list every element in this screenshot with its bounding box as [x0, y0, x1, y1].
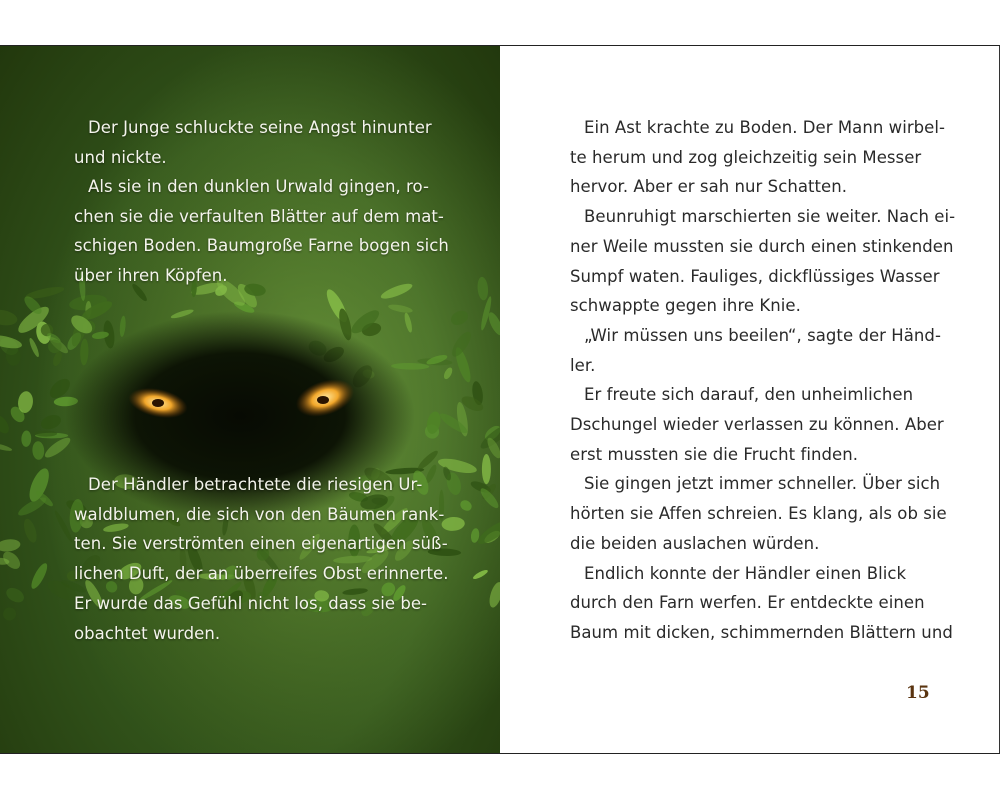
text-line: te herum und zog gleichzeitig sein Messer: [570, 147, 922, 167]
right-page-body: [570, 113, 955, 648]
left-paragraph-2: [74, 172, 449, 291]
text-line: hörten sie Affen schreien. Es klang, als ob sie: [570, 504, 947, 524]
text-line: waldblumen, die sich von den Bäumen rank-: [74, 504, 445, 524]
text-line: Sie gingen jetzt immer schneller. Über sich: [584, 474, 941, 494]
text-line: durch den Farn werfen. Er entdeckte einen: [570, 593, 925, 613]
text-line: ten. Sie verströmten einen eigenartigen süß-: [74, 534, 448, 554]
text-line: über ihren Köpfen.: [74, 266, 228, 286]
text-line: Ein Ast krachte zu Boden. Der Mann wirbel-: [584, 118, 946, 137]
book-spread: [0, 45, 1000, 754]
text-line: ler.: [570, 355, 596, 375]
text-line: lichen Duft, der an überreifes Obst erinnerte.: [74, 564, 449, 584]
text-line: ner Weile mussten sie durch einen stinkenden: [570, 236, 954, 256]
text-line: schwappte gegen ihre Knie.: [570, 296, 801, 316]
page-number: 15: [906, 683, 930, 703]
text-line: schigen Boden. Baumgroße Farne bogen sich: [74, 236, 449, 256]
left-paragraph-3: [74, 470, 449, 648]
left-paragraph-1: [74, 113, 432, 172]
text-line: und nickte.: [74, 147, 167, 167]
text-line: Dschungel wieder verlassen zu können. Aber: [570, 415, 944, 435]
text-line: Endlich konnte der Händler einen Blick: [584, 563, 907, 583]
text-line: Er wurde das Gefühl nicht los, dass sie be-: [74, 593, 428, 613]
text-line: die beiden auslachen würden.: [570, 533, 820, 553]
text-line: obachtet wurden.: [74, 623, 221, 643]
text-line: hervor. Aber er sah nur Schatten.: [570, 177, 848, 197]
text-line: Sumpf waten. Fauliges, dickflüssiges Wasser: [570, 266, 940, 286]
text-line: chen sie die verfaulten Blätter auf dem mat-: [74, 206, 444, 226]
leaf: [35, 431, 58, 437]
text-line: Der Junge schluckte seine Angst hinunter: [88, 118, 432, 137]
left-pupil: [152, 399, 164, 407]
text-line: Beunruhigt marschierten sie weiter. Nach ei-: [584, 207, 956, 227]
text-line: Der Händler betrachtete die riesigen Ur-: [88, 475, 423, 494]
text-line: Baum mit dicken, schimmernden Blättern und: [570, 622, 953, 642]
text-line: Als sie in den dunklen Urwald gingen, ro-: [88, 177, 429, 196]
text-line: erst mussten sie die Frucht finden.: [570, 444, 859, 464]
left-page-illustration: [0, 46, 500, 753]
right-pupil: [317, 396, 329, 404]
leaf: [482, 454, 491, 484]
text-line: „Wir müssen uns beeilen“, sagte der Händ-: [584, 325, 941, 345]
text-line: Er freute sich darauf, den unheimlichen: [584, 385, 914, 405]
right-page-text: [500, 46, 1000, 753]
